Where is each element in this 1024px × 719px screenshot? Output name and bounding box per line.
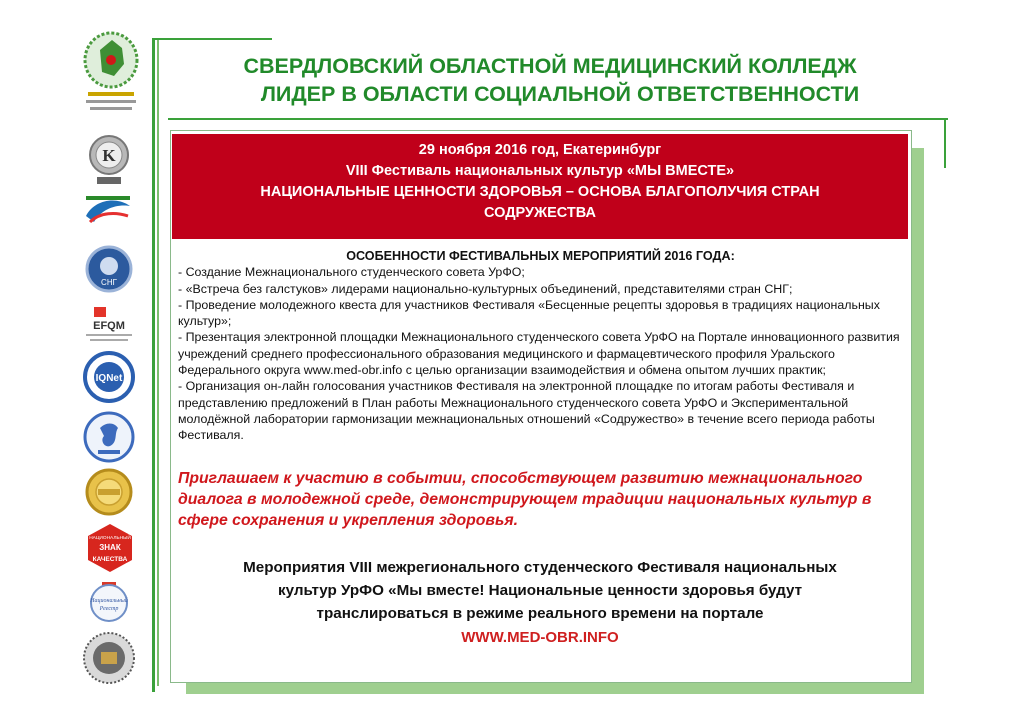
event-banner	[172, 134, 908, 239]
header-subtitle: ЛИДЕР В ОБЛАСТИ СОЦИАЛЬНОЙ ОТВЕТСТВЕННОСТИ	[260, 82, 860, 106]
event-title: VIII Фестиваль национальных культур «МЫ ВМЕСТЕ»	[345, 163, 735, 179]
event-date: 29 ноября 2016 год, Екатеринбург	[418, 142, 662, 158]
features-section	[178, 248, 903, 444]
portal-url: WWW.MED-OBR.INFO	[461, 629, 619, 646]
national-register-icon	[84, 578, 134, 626]
svg-text:Национальный: Национальный	[90, 598, 128, 604]
broadcast-line-1: Мероприятия VIII межрегионального студенческого Фестиваля национальных	[243, 559, 837, 576]
quality-k-icon	[85, 135, 133, 185]
box-shadow-right	[911, 148, 924, 694]
features-title: ОСОБЕННОСТИ ФЕСТИВАЛЬНЫХ МЕРОПРИЯТИЙ 2016 ГОДА:	[346, 249, 735, 263]
cis-emblem-icon	[84, 244, 134, 294]
national-quality-mark-icon	[84, 522, 136, 574]
efqm-icon	[80, 305, 138, 345]
svg-text:КАЧЕСТВА: КАЧЕСТВА	[92, 556, 128, 563]
broadcast-notice	[172, 556, 908, 625]
frame-line-left	[152, 40, 155, 692]
page-header	[170, 52, 930, 108]
frame-line-left-inner	[157, 40, 159, 686]
russian-register-icon	[80, 192, 136, 232]
box-shadow-bottom	[186, 682, 924, 694]
frame-line-top	[152, 38, 272, 40]
list-item: - Организация он-лайн голосования участников Фестиваля на электронной площадке по итогам работы Фестиваля и представлению предложений в План работы Межнационального студенческого совета УрФО и Экспериментальной молодёжной лаборатории гармонизации межнациональных отношений «Содружество» в течение всего периода работы Фестиваля.	[178, 379, 875, 443]
svg-text:K: K	[102, 146, 116, 165]
iso-certificate-icon	[82, 410, 136, 464]
event-theme: НАЦИОНАЛЬНЫЕ ЦЕННОСТИ ЗДОРОВЬЯ – ОСНОВА БЛАГОПОЛУЧИЯ СТРАН	[260, 184, 820, 200]
seal-2013-icon	[82, 628, 136, 688]
list-item: - Презентация электронной площадки Межнационального студенческого совета УрФО на Портале инновационного развития учреждений среднего профессионального образования медицинского и фармацевтического профиля Уральского Федерального округа www.med-obr.info с целью организации взаимодействия и обмена опытом лучших практик;	[178, 330, 900, 378]
invitation-text: Приглашаем к участию в событии, способствующем развитию межнационального диалога в молодежной среде, демонстрирующем традиции национальных культур в сфере сохранения и укрепления здоровья.	[178, 470, 872, 529]
iqnet-icon	[82, 350, 136, 404]
header-title: СВЕРДЛОВСКИЙ ОБЛАСТНОЙ МЕДИЦИНСКИЙ КОЛЛЕДЖ	[243, 54, 857, 78]
college-emblem-icon	[78, 30, 144, 120]
gold-medal-icon	[84, 467, 134, 517]
svg-text:ЗНАК: ЗНАК	[99, 543, 121, 552]
frame-line-right	[944, 118, 946, 168]
list-item: - Проведение молодежного квеста для участников Фестиваля «Бесценные рецепты здоровья в традициях национальных культур»;	[178, 297, 880, 329]
svg-text:Реестр: Реестр	[99, 606, 119, 612]
list-item: - Создание Межнационального студенческого совета УрФО;	[178, 265, 525, 280]
list-item: - «Встреча без галстуков» лидерами национально-культурных объединений, представителями стран СНГ;	[178, 281, 793, 296]
frame-line-header-bottom	[168, 118, 948, 120]
broadcast-line-2: культур УрФО «Мы вместе! Национальные ценности здоровья будут	[277, 582, 803, 599]
event-theme-cont: СОДРУЖЕСТВА	[484, 205, 596, 221]
svg-text:IQNet: IQNet	[95, 373, 123, 384]
svg-text:EFQM: EFQM	[93, 320, 125, 332]
svg-text:НАЦИОНАЛЬНЫЙ: НАЦИОНАЛЬНЫЙ	[89, 536, 131, 541]
svg-text:СНГ: СНГ	[101, 278, 117, 287]
broadcast-line-3: транслироваться в режиме реального времени на портале	[316, 605, 764, 622]
